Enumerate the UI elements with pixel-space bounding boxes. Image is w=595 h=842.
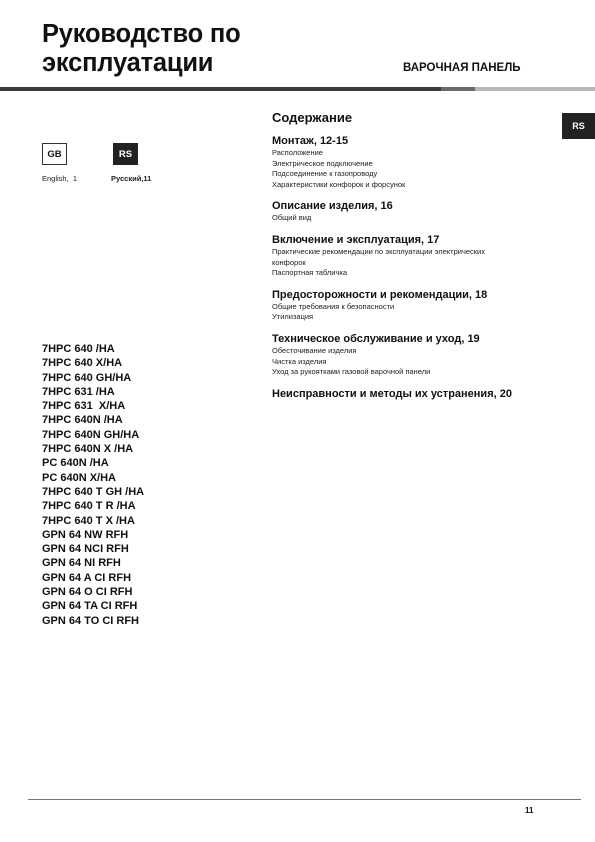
title-line-1: Руководство по [42, 20, 241, 48]
toc-section-title[interactable]: Техническое обслуживание и уход, 19 [272, 332, 480, 345]
header-rule-light [475, 87, 595, 91]
model-item: 7HPC 640 T R /HA [42, 500, 136, 513]
model-list [42, 342, 144, 628]
toc-subitem: конфорок [272, 257, 306, 267]
toc-section-title[interactable]: Предосторожности и рекомендации, 18 [272, 288, 488, 301]
model-item: 7HPC 640 T GH /HA [42, 485, 145, 498]
model-item: 7HPC 631 X/HA [42, 400, 126, 413]
toc-section-installation [272, 134, 562, 190]
model-item: PC 640N X/HA [42, 471, 116, 484]
toc-subitem: Практические рекомендации по эксплуатации электрических [272, 246, 485, 256]
toc-subitem: Чистка изделия [272, 356, 327, 366]
footer-rule [28, 799, 581, 800]
model-item: 7HPC 640 X/HA [42, 357, 123, 370]
toc-subitem: Общий вид [272, 213, 312, 223]
model-item: 7HPC 631 /HA [42, 385, 115, 398]
page-number: 11 [525, 806, 534, 815]
model-item: 7HPC 640N /HA [42, 414, 123, 427]
language-label-rs: Русский,11 [111, 174, 152, 183]
model-item: GPN 64 TA CI RFH [42, 600, 138, 613]
model-item: 7HPC 640N X /HA [42, 443, 134, 456]
model-item: GPN 64 A CI RFH [42, 571, 132, 584]
model-item: GPN 64 TO CI RFH [42, 614, 139, 627]
toc-section-precautions [272, 288, 562, 323]
page-title [42, 20, 342, 78]
toc-subitems [272, 346, 562, 378]
model-item: GPN 64 NCI RFH [42, 543, 129, 556]
toc-section-title[interactable]: Описание изделия, 16 [272, 200, 393, 213]
table-of-contents [272, 110, 562, 410]
header-rule-mid [441, 87, 475, 91]
toc-subitem: Характеристики конфорок и форсунок [272, 179, 406, 189]
toc-subitem: Общие требования к безопасности [272, 301, 395, 311]
toc-subitem: Уход за рукоятками газовой варочной панели [272, 367, 431, 377]
toc-subitem: Подсоединение к газопроводу [272, 169, 378, 179]
model-item: PC 640N /HA [42, 457, 109, 470]
model-item: GPN 64 O CI RFH [42, 586, 133, 599]
toc-section-maintenance [272, 332, 562, 378]
toc-subitem: Утилизация [272, 312, 314, 322]
toc-section-operation [272, 233, 562, 279]
model-item: 7HPC 640 T X /HA [42, 514, 135, 527]
language-side-tab[interactable]: RS [562, 113, 595, 139]
language-box-rs[interactable]: RS [113, 143, 138, 165]
toc-subitems [272, 213, 562, 224]
model-item: 7HPC 640 GH/HA [42, 371, 132, 384]
toc-subitem: Обесточивание изделия [272, 345, 357, 355]
toc-section-title[interactable]: Монтаж, 12-15 [272, 135, 349, 147]
toc-subitem: Расположение [272, 148, 323, 157]
toc-subitems [272, 148, 562, 190]
toc-section-title[interactable]: Включение и эксплуатация, 17 [272, 233, 440, 246]
header-rule-dark [0, 87, 441, 91]
model-item: 7HPC 640 /HA [42, 343, 115, 355]
toc-section-troubleshooting [272, 387, 562, 401]
language-label-gb: English, 1 [42, 174, 78, 183]
toc-subitems [272, 247, 562, 279]
model-item: GPN 64 NW RFH [42, 528, 129, 541]
model-item: 7HPC 640N GH/HA [42, 428, 140, 441]
toc-section-description [272, 199, 562, 224]
model-item: GPN 64 NI RFH [42, 557, 121, 570]
document-subtitle: ВАРОЧНАЯ ПАНЕЛЬ [403, 62, 521, 74]
toc-subitems [272, 302, 562, 323]
toc-heading: Содержание [272, 110, 353, 125]
toc-subitem: Паспортная табличка [272, 268, 348, 278]
title-line-2: эксплуатации [42, 49, 214, 77]
toc-subitem: Электрическое подключение [272, 158, 373, 168]
toc-section-title[interactable]: Неисправности и методы их устранения, 20 [272, 387, 512, 400]
language-box-gb[interactable]: GB [42, 143, 67, 165]
